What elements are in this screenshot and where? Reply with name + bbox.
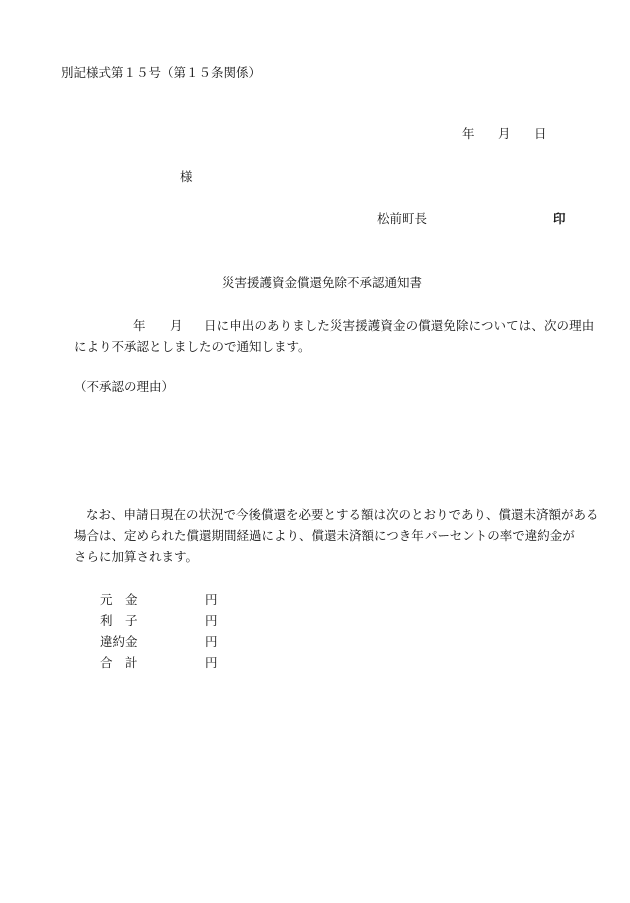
amount-label: 違約金 xyxy=(100,634,138,649)
paragraph-1-line-1: 日に申出のありました災害援護資金の償還免除については、次の理由 xyxy=(204,318,595,333)
reason-heading: （不承認の理由） xyxy=(74,379,175,394)
application-month-label: 月 xyxy=(170,318,183,333)
paragraph-2-line-2a: 場合は、定められた償還期間経過により、償還未済額につき年 xyxy=(74,528,424,543)
paragraph-2-line-2b: パーセントの率で違約金が xyxy=(425,528,575,543)
paragraph-1-line-2: により不承認としましたので通知します。 xyxy=(74,339,311,354)
paragraph-2-line-3: さらに加算されます。 xyxy=(74,549,199,564)
date-month-label: 月 xyxy=(498,126,511,141)
form-number: 別記様式第１５号（第１５条関係） xyxy=(61,65,262,80)
document-title: 災害援護資金償還免除不承認通知書 xyxy=(222,275,423,290)
seal-mark: 印 xyxy=(553,211,566,226)
addressee-suffix: 様 xyxy=(180,169,193,184)
amount-unit: 円 xyxy=(205,613,218,628)
application-year-label: 年 xyxy=(133,318,146,333)
amount-unit: 円 xyxy=(205,592,218,607)
amount-label: 合 計 xyxy=(100,655,138,670)
amount-label: 元 金 xyxy=(100,592,138,607)
paragraph-2-line-1: なお、申請日現在の状況で今後償還を必要とする額は次のとおりであり、償還未済額がある xyxy=(86,507,599,522)
amount-label: 利 子 xyxy=(100,613,138,628)
issuer-name: 松前町長 xyxy=(377,211,428,226)
date-year-label: 年 xyxy=(462,126,475,141)
amount-unit: 円 xyxy=(205,655,218,670)
date-day-label: 日 xyxy=(534,126,547,141)
amount-unit: 円 xyxy=(205,634,218,649)
